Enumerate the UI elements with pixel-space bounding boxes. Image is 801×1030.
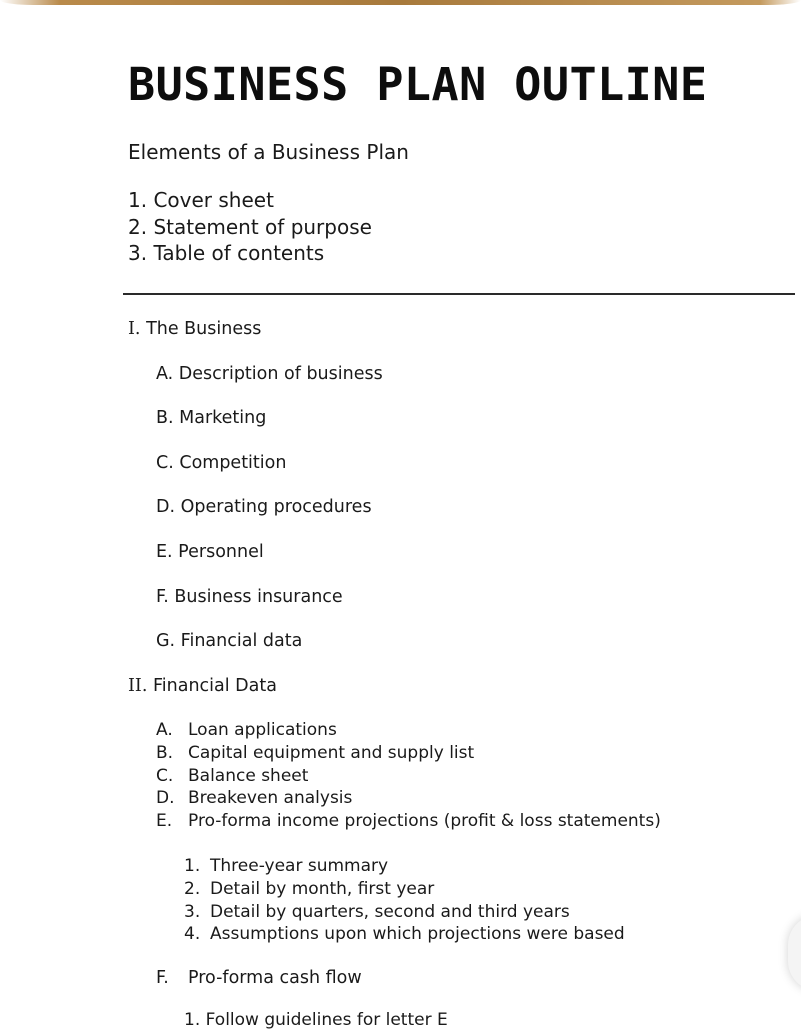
- item-letter: F.: [156, 968, 169, 988]
- list-item: G. Financial data: [156, 631, 303, 651]
- list-item: [128, 214, 372, 241]
- list-item: [156, 810, 661, 833]
- item-number: 1.: [184, 856, 201, 876]
- list-item: A. Description of business: [156, 364, 383, 384]
- list-item: [156, 719, 661, 742]
- list-item: [184, 878, 625, 901]
- item-text: Capital equipment and supply list: [188, 742, 475, 763]
- projections-list: [184, 855, 625, 946]
- document-title: BUSINESS PLAN OUTLINE: [128, 58, 708, 111]
- section-title: Financial Data: [152, 676, 277, 696]
- list-item: [184, 923, 625, 946]
- item-letter: E.: [156, 811, 173, 832]
- item-number: 4.: [184, 924, 201, 945]
- item-text: Pro-forma income projections (profit & loss statements): [188, 811, 661, 832]
- item-text: Detail by quarters, second and third years: [210, 901, 570, 922]
- item-letter: D.: [156, 788, 175, 809]
- item-number: 2.: [184, 878, 201, 899]
- item-number: 3.: [184, 901, 201, 922]
- list-item: 1. Follow guidelines for letter E: [184, 1010, 448, 1030]
- list-item: F. Business insurance: [156, 587, 343, 607]
- list-item: [156, 787, 661, 810]
- item-number: 2.: [128, 214, 148, 239]
- list-item: [184, 855, 625, 878]
- list-item: [156, 968, 362, 988]
- item-number: 3.: [128, 241, 148, 265]
- list-item: [184, 901, 625, 924]
- item-text: Statement of purpose: [153, 214, 372, 239]
- list-item: D. Operating procedures: [156, 497, 372, 517]
- item-text: Breakeven analysis: [188, 788, 353, 809]
- item-letter: B.: [156, 742, 174, 763]
- section-heading: [128, 676, 277, 696]
- section-title: The Business: [146, 319, 262, 339]
- item-number: 1.: [128, 188, 148, 212]
- elements-list: [128, 187, 372, 267]
- financial-data-list: [156, 719, 661, 833]
- item-letter: C.: [156, 765, 174, 786]
- item-letter: A.: [156, 720, 173, 740]
- item-text: Balance sheet: [188, 765, 309, 786]
- list-item: [156, 742, 661, 765]
- section-number: I.: [128, 319, 141, 339]
- section-divider: [123, 293, 795, 295]
- item-text: Three-year summary: [210, 856, 389, 876]
- item-text: Cover sheet: [153, 188, 274, 212]
- list-item: [128, 240, 372, 267]
- item-text: Loan applications: [188, 720, 337, 740]
- section-number: II.: [128, 676, 148, 696]
- list-item: C. Competition: [156, 453, 287, 473]
- list-item: [128, 187, 372, 214]
- section-heading: [128, 319, 261, 339]
- item-text: Table of contents: [153, 241, 325, 265]
- item-text: Assumptions upon which projections were based: [210, 924, 625, 945]
- list-item: [156, 765, 661, 788]
- list-item: B. Marketing: [156, 408, 267, 428]
- list-item: E. Personnel: [156, 542, 264, 562]
- item-text: Pro-forma cash flow: [188, 968, 362, 988]
- document-subtitle: Elements of a Business Plan: [128, 140, 409, 164]
- item-text: Detail by month, first year: [210, 878, 435, 899]
